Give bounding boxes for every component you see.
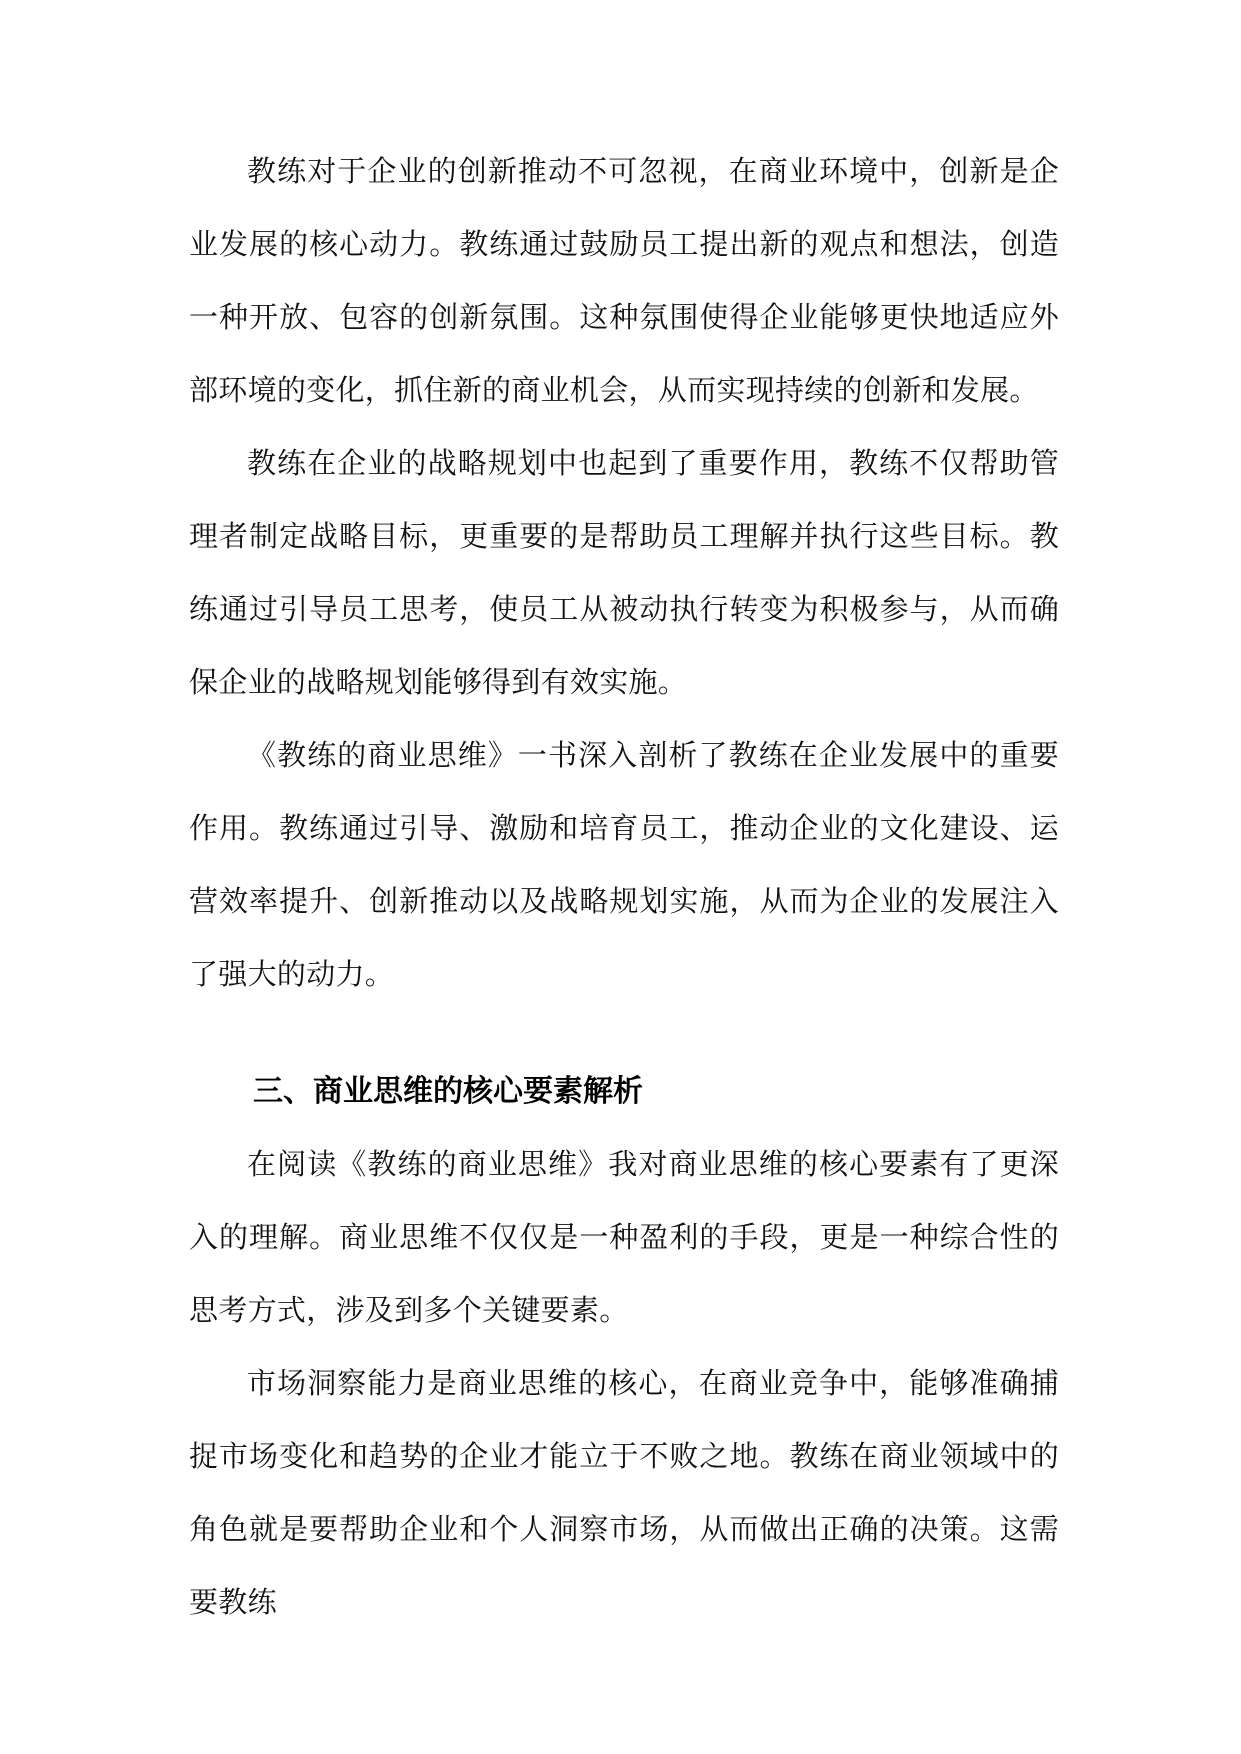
document-body	[189, 135, 1059, 1639]
paragraph-strategy: 教练在企业的战略规划中也起到了重要作用，教练不仅帮助管理者制定战略目标，更重要的是帮助员工理解并执行这些目标。教练通过引导员工思考，使员工从被动执行转变为积极参与，从而确保企业的战略规划能够得到有效实施。	[189, 446, 1059, 699]
paragraph-book-summary: 《教练的商业思维》一书深入剖析了教练在企业发展中的重要作用。教练通过引导、激励和培育员工，推动企业的文化建设、运营效率提升、创新推动以及战略规划实施，从而为企业的发展注入了强大的动力。	[189, 738, 1059, 991]
paragraph-core-elements: 在阅读《教练的商业思维》我对商业思维的核心要素有了更深入的理解。商业思维不仅仅是一种盈利的手段，更是一种综合性的思考方式，涉及到多个关键要素。	[189, 1147, 1059, 1327]
paragraph-market-insight: 市场洞察能力是商业思维的核心，在商业竞争中，能够准确捕捉市场变化和趋势的企业才能立于不败之地。教练在商业领域中的角色就是要帮助企业和个人洞察市场，从而做出正确的决策。这需要教练	[189, 1366, 1059, 1619]
paragraph-innovation: 教练对于企业的创新推动不可忽视，在商业环境中，创新是企业发展的核心动力。教练通过鼓励员工提出新的观点和想法，创造一种开放、包容的创新氛围。这种氛围使得企业能够更快地适应外部环境的变化，抓住新的商业机会，从而实现持续的创新和发展。	[189, 154, 1059, 407]
section-heading: 三、商业思维的核心要素解析	[253, 1074, 643, 1109]
